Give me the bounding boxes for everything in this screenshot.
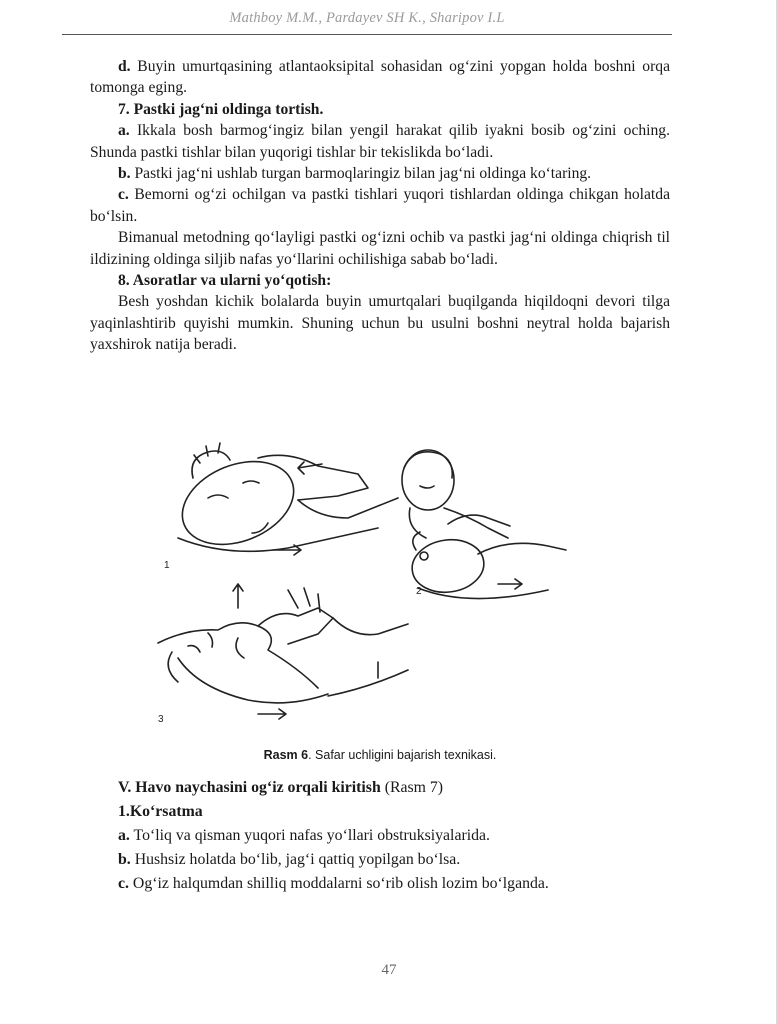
figure-safar-technique	[148, 438, 568, 728]
paragraph-c	[90, 184, 670, 227]
figure-caption	[90, 748, 670, 762]
paragraph-bimanual: Bimanual metodning qo‘layligi pastki og‘izni ochib va pastki jag‘ni oldinga chiqrish til ildizining oldinga siljib nafas yo‘llarini ochilishiga sabab bo‘ladi.	[90, 229, 670, 268]
paragraph-d	[90, 56, 670, 99]
section-item-b	[90, 848, 670, 872]
heading-8: 8. Asoratlar va ularni yo‘qotish:	[118, 272, 332, 290]
figure-label-2: 2	[416, 586, 422, 597]
item-text: To‘liq va qisman yuqori nafas yo‘llari obstruksiyalarida.	[133, 827, 490, 844]
header-rule	[62, 34, 672, 35]
page-number: 47	[381, 962, 397, 978]
body-text	[90, 56, 670, 356]
illustration-2	[402, 450, 566, 599]
item-text: Buyin umurtqasining atlantaoksipital sohasidan og‘zini yopgan holda boshni orqa tomonga eging.	[90, 58, 670, 97]
caption-label: Rasm 6	[263, 748, 309, 762]
section-item-c	[90, 872, 670, 896]
illustration-1	[170, 443, 398, 560]
illustration-3	[158, 584, 408, 719]
section-subtitle: 1.Ko‘rsatma	[118, 803, 203, 820]
item-text: Hushsiz holatda bo‘lib, jag‘i qattiq yopilgan bo‘lsa.	[134, 851, 461, 868]
caption-text: . Safar uchligini bajarish texnikasi.	[308, 748, 497, 762]
paragraph-a	[90, 120, 670, 163]
section-v	[90, 776, 670, 896]
item-label: c.	[118, 875, 129, 892]
heading-7: 7. Pastki jag‘ni oldinga tortish.	[118, 100, 324, 118]
section-item-a	[90, 824, 670, 848]
item-label: c.	[118, 186, 129, 204]
item-text: Bemorni og‘zi ochilgan va pastki tishlari yuqori tishlardan oldinga chikgan holatda bo‘lsin.	[90, 186, 670, 225]
item-text: Pastki jag‘ni ushlab turgan barmoqlaringiz bilan jag‘ni oldinga ko‘taring.	[134, 165, 592, 183]
figure-label-1: 1	[164, 560, 170, 571]
section-title	[90, 776, 670, 800]
figure-label-3: 3	[158, 714, 164, 725]
item-label: a.	[118, 122, 130, 140]
item-label: b.	[118, 851, 131, 868]
item-label: b.	[118, 165, 131, 183]
item-text: Ikkala bosh barmog‘ingiz bilan yengil harakat qilib iyakni bosib og‘zini oching. Shunda pastki tishlar bilan yuqorigi tishlar bir tekislikda bo‘ladi.	[90, 122, 670, 161]
paragraph-besh: Besh yoshdan kichik bolalarda buyin umurtqalari buqilganda hiqildoqni devori tilga yaqinlashtirib quyishi mumkin. Shuning uchun bu usulni boshni neytral holda bajarish yaxshirok natija beradi.	[90, 293, 670, 354]
section-title-ref: (Rasm 7)	[384, 779, 444, 796]
paragraph-b	[90, 163, 670, 184]
item-text: Og‘iz halqumdan shilliq moddalarni so‘rib olish lozim bo‘lganda.	[132, 875, 549, 892]
section-title-text: V. Havo naychasini og‘iz orqali kiritish	[118, 779, 381, 796]
item-label: d.	[118, 58, 131, 75]
item-label: a.	[118, 827, 130, 844]
running-header: Mathboy M.M., Pardayev SH K., Sharipov I.L	[229, 10, 505, 26]
